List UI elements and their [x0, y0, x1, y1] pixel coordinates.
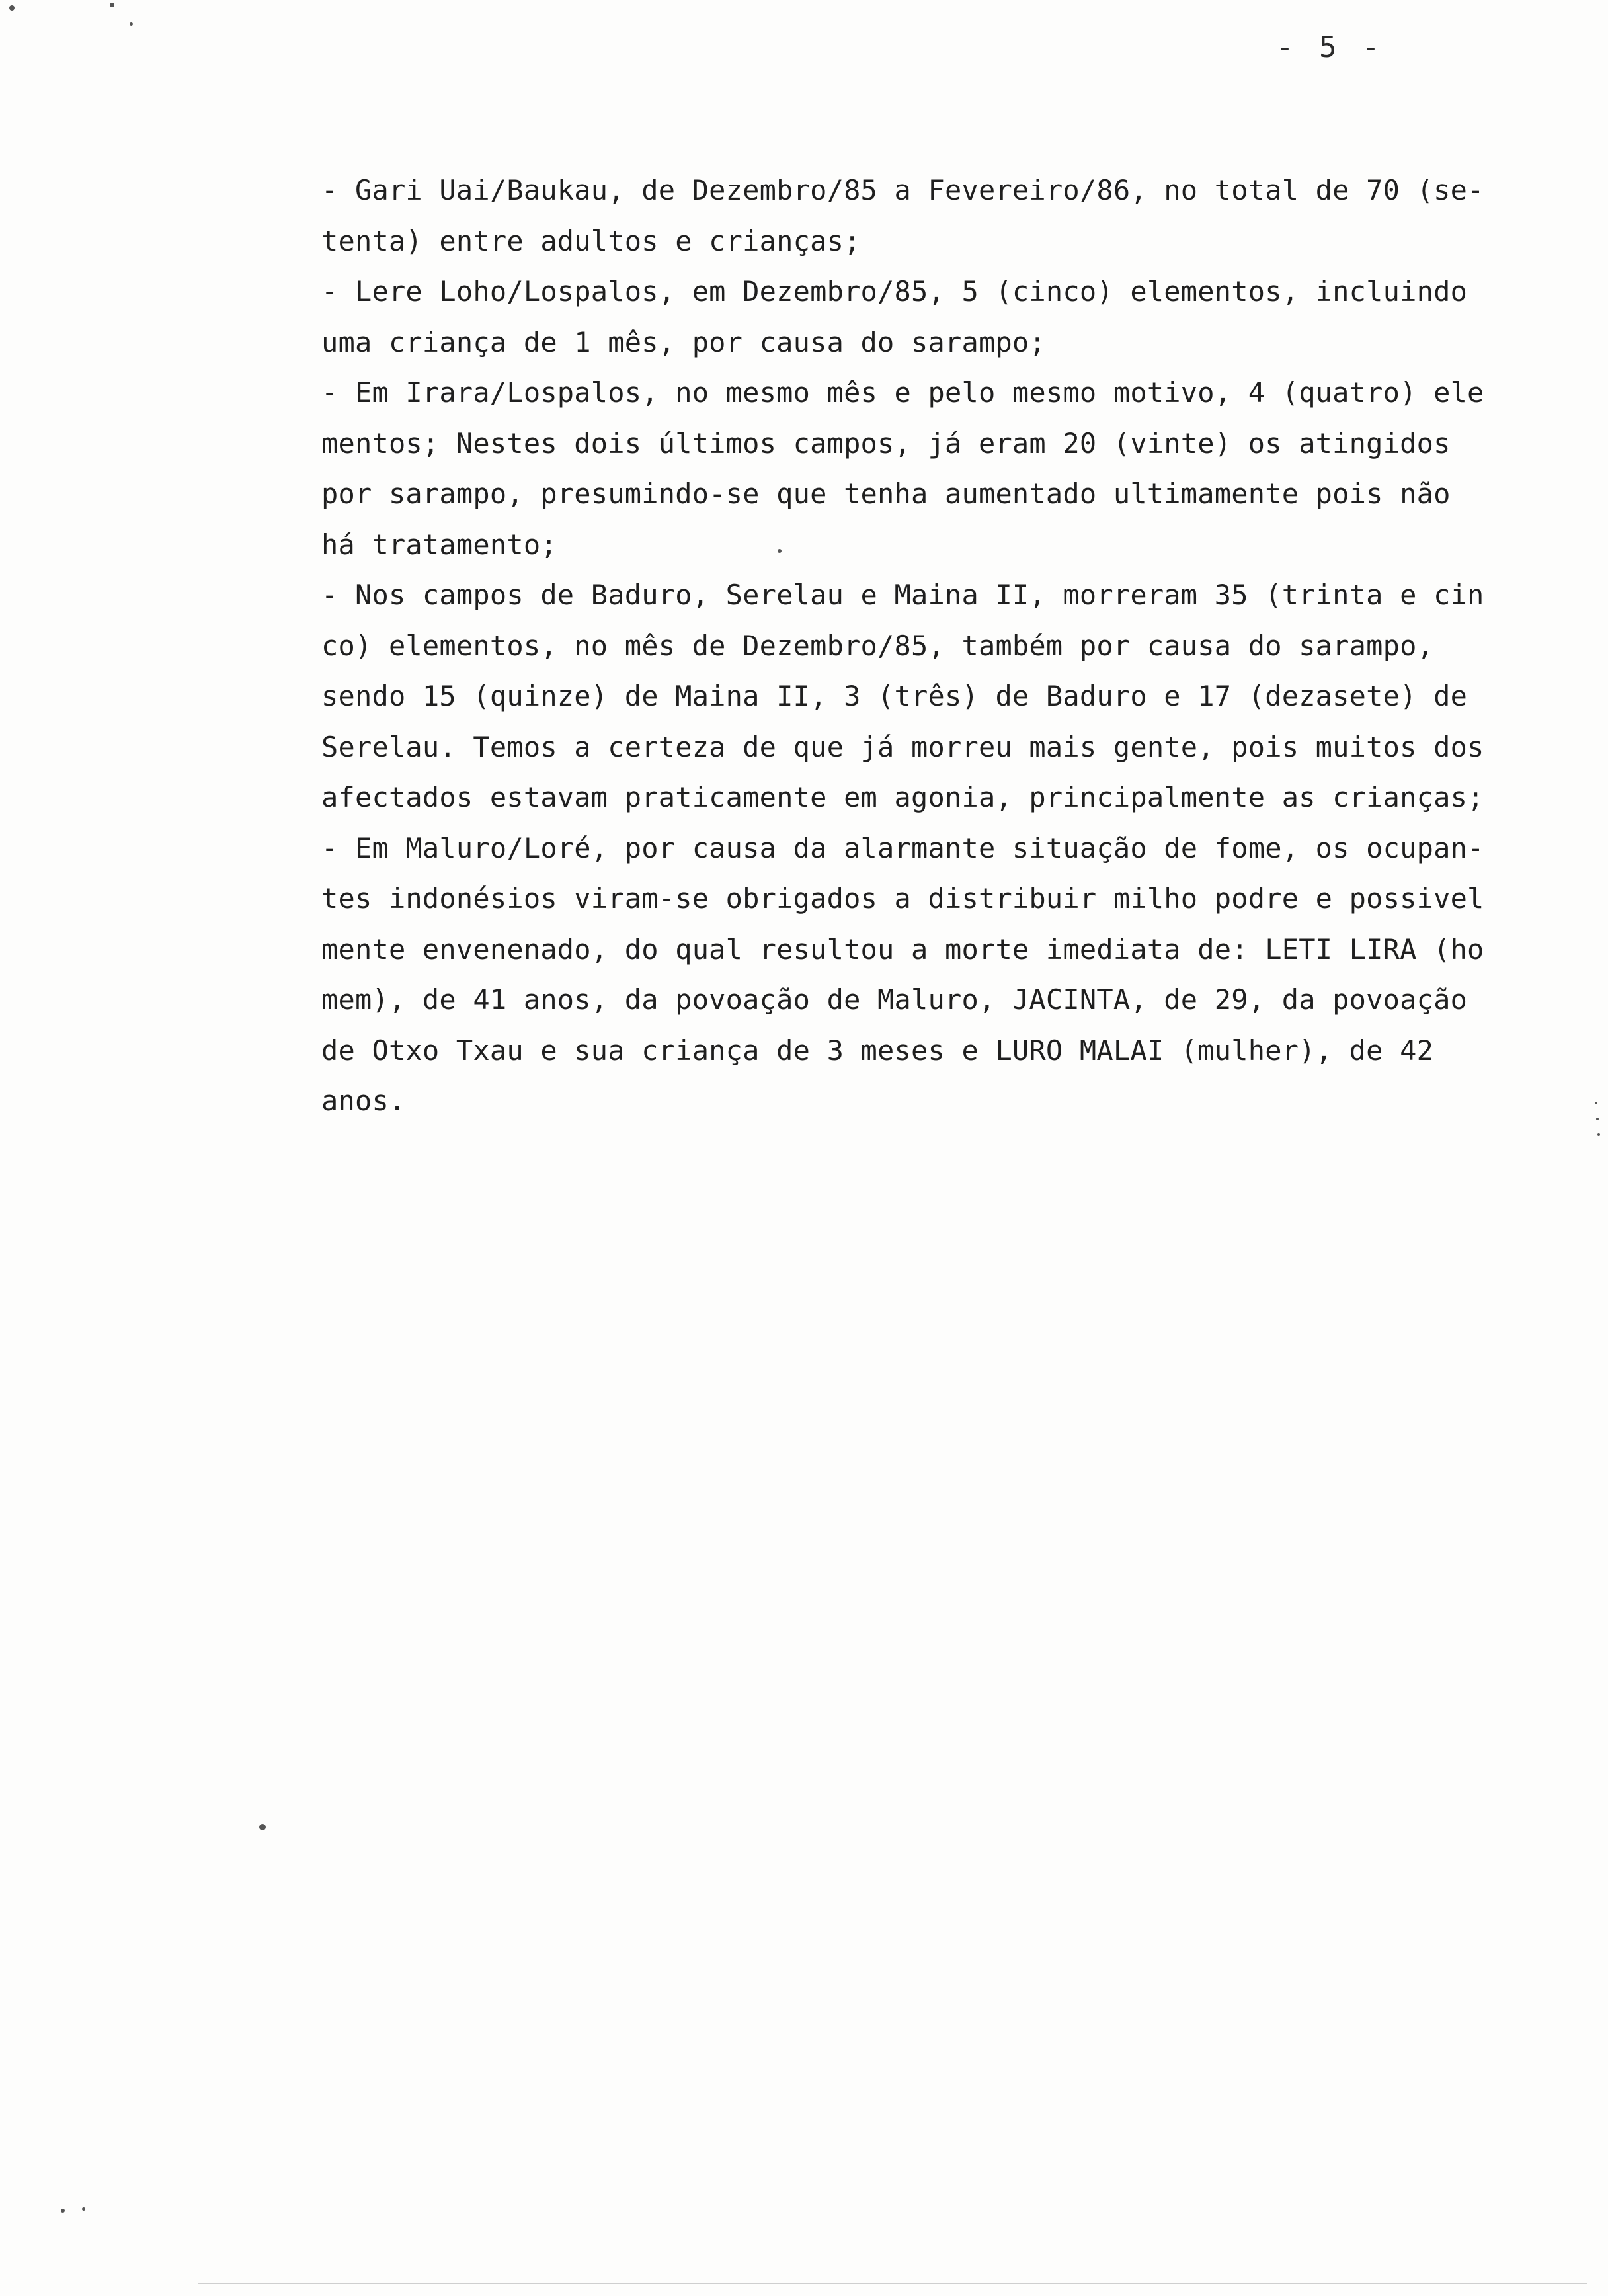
text-line: mente envenenado, do qual resultou a morte imediata de: LETI LIRA (ho — [321, 932, 1484, 965]
body-text — [321, 165, 1485, 1127]
scan-speck — [1595, 1102, 1597, 1104]
text-line: há tratamento; — [321, 528, 557, 561]
text-line: - Em Irara/Lospalos, no mesmo mês e pelo mesmo motivo, 4 (quatro) ele — [321, 376, 1484, 409]
text-line: mentos; Nestes dois últimos campos, já eram 20 (vinte) os atingidos — [321, 427, 1451, 460]
scan-speck — [61, 2209, 65, 2213]
text-line: - Nos campos de Baduro, Serelau e Maina II, morreram 35 (trinta e cin — [321, 579, 1484, 611]
text-line: de Otxo Txau e sua criança de 3 meses e LURO MALAI (mulher), de 42 — [321, 1034, 1434, 1067]
scan-speck — [259, 1824, 266, 1830]
scan-edge-rule — [198, 2283, 1587, 2284]
text-line: tes indonésios viram-se obrigados a distribuir milho podre e possivel — [321, 882, 1484, 915]
text-line: uma criança de 1 mês, por causa do sarampo; — [321, 325, 1046, 358]
text-line: - Lere Loho/Lospalos, em Dezembro/85, 5 (cinco) elementos, incluindo — [321, 275, 1468, 308]
text-line: co) elementos, no mês de Dezembro/85, também por causa do sarampo, — [321, 629, 1434, 662]
scan-speck — [82, 2207, 85, 2211]
scan-speck — [1596, 1118, 1599, 1120]
text-line: - Em Maluro/Loré, por causa da alarmante situação de fome, os ocupan- — [321, 831, 1484, 864]
text-line: Serelau. Temos a certeza de que já morreu mais gente, pois muitos dos — [321, 730, 1484, 763]
text-line: anos. — [321, 1085, 406, 1117]
scan-speck — [110, 3, 114, 7]
scan-speck — [9, 5, 15, 11]
scan-speck — [130, 22, 133, 26]
page-number: - 5 - — [1276, 30, 1384, 64]
text-line: tenta) entre adultos e crianças; — [321, 224, 861, 257]
text-line: sendo 15 (quinze) de Maina II, 3 (três) de Baduro e 17 (dezasete) de — [321, 680, 1468, 712]
text-line: mem), de 41 anos, da povoação de Maluro, JACINTA, de 29, da povoação — [321, 983, 1468, 1016]
text-line: por sarampo, presumindo-se que tenha aumentado ultimamente pois não — [321, 477, 1451, 510]
text-line: afectados estavam praticamente em agonia, principalmente as crianças; — [321, 781, 1484, 813]
scan-speck — [1597, 1133, 1600, 1136]
text-line: - Gari Uai/Baukau, de Dezembro/85 a Fevereiro/86, no total de 70 (se- — [321, 174, 1484, 206]
scan-speck — [778, 549, 782, 553]
